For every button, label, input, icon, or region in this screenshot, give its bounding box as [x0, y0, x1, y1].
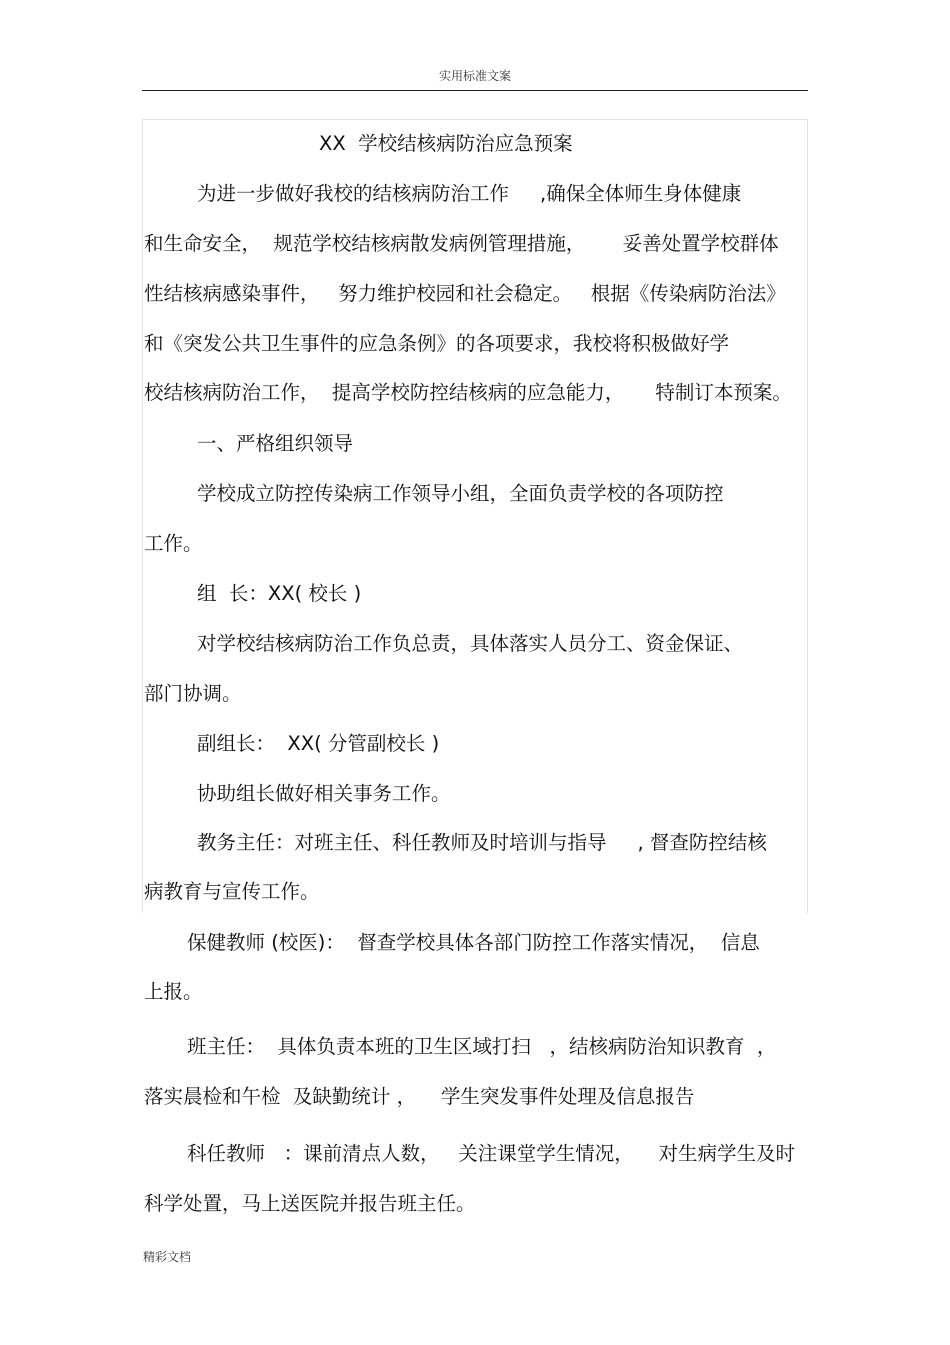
- paragraph-line: 病教育与宣传工作。: [144, 880, 320, 903]
- document-title: XX 学校结核病防治应急预案: [319, 132, 573, 155]
- paragraph-line: 为进一步做好我校的结核病防治工作 ,确保全体师生身体健康: [197, 182, 742, 205]
- paragraph-line: 上报。: [144, 980, 203, 1003]
- role-class-teacher: 班主任： 具体负责本班的卫生区域打扫 ，结核病防治知识教育 ，: [187, 1035, 777, 1058]
- role-academic-director: 教务主任：对班主任、科任教师及时培训与指导 , 督查防控结核: [197, 831, 767, 854]
- paragraph-line: 校结核病防治工作， 提高学校防控结核病的应急能力， 特制订本预案。: [144, 381, 792, 404]
- role-health-teacher: 保健教师 (校医)： 督查学校具体各部门防控工作落实情况， 信息: [187, 931, 760, 954]
- role-deputy-leader: 副组长： XX( 分管副校长 ): [197, 732, 440, 755]
- paragraph-line: 性结核病感染事件， 努力维护校园和社会稳定。 根据《传染病防治法》: [144, 282, 786, 305]
- paragraph-line: 和《突发公共卫生事件的应急条例》的各项要求，我校将积极做好学: [144, 332, 730, 355]
- paragraph-line: 学校成立防控传染病工作领导小组，全面负责学校的各项防控: [197, 482, 724, 505]
- paragraph-line: 部门协调。: [144, 682, 242, 705]
- role-subject-teacher: 科任教师 ：课前清点人数， 关注课堂学生情况， 对生病学生及时: [187, 1142, 795, 1165]
- section-heading: 一、严格组织领导: [197, 432, 354, 455]
- paragraph-line: 和生命安全， 规范学校结核病散发病例管理措施， 妥善处置学校群体: [144, 232, 779, 255]
- paragraph-line: 落实晨检和午检 及缺勤统计 ， 学生突发事件处理及信息报告: [144, 1085, 695, 1108]
- role-leader: 组 长：XX( 校长 ): [197, 582, 362, 605]
- paragraph-line: 对学校结核病防治工作负总责，具体落实人员分工、资金保证、: [197, 632, 744, 655]
- paragraph-line: 工作。: [144, 532, 203, 555]
- paragraph-line: 协助组长做好相关事务工作。: [197, 782, 451, 805]
- page-header: 实用标准文案: [438, 69, 511, 83]
- paragraph-line: 科学处置，马上送医院并报告班主任。: [144, 1192, 476, 1215]
- header-divider: [142, 90, 808, 91]
- page-footer: 精彩文档: [143, 1250, 192, 1264]
